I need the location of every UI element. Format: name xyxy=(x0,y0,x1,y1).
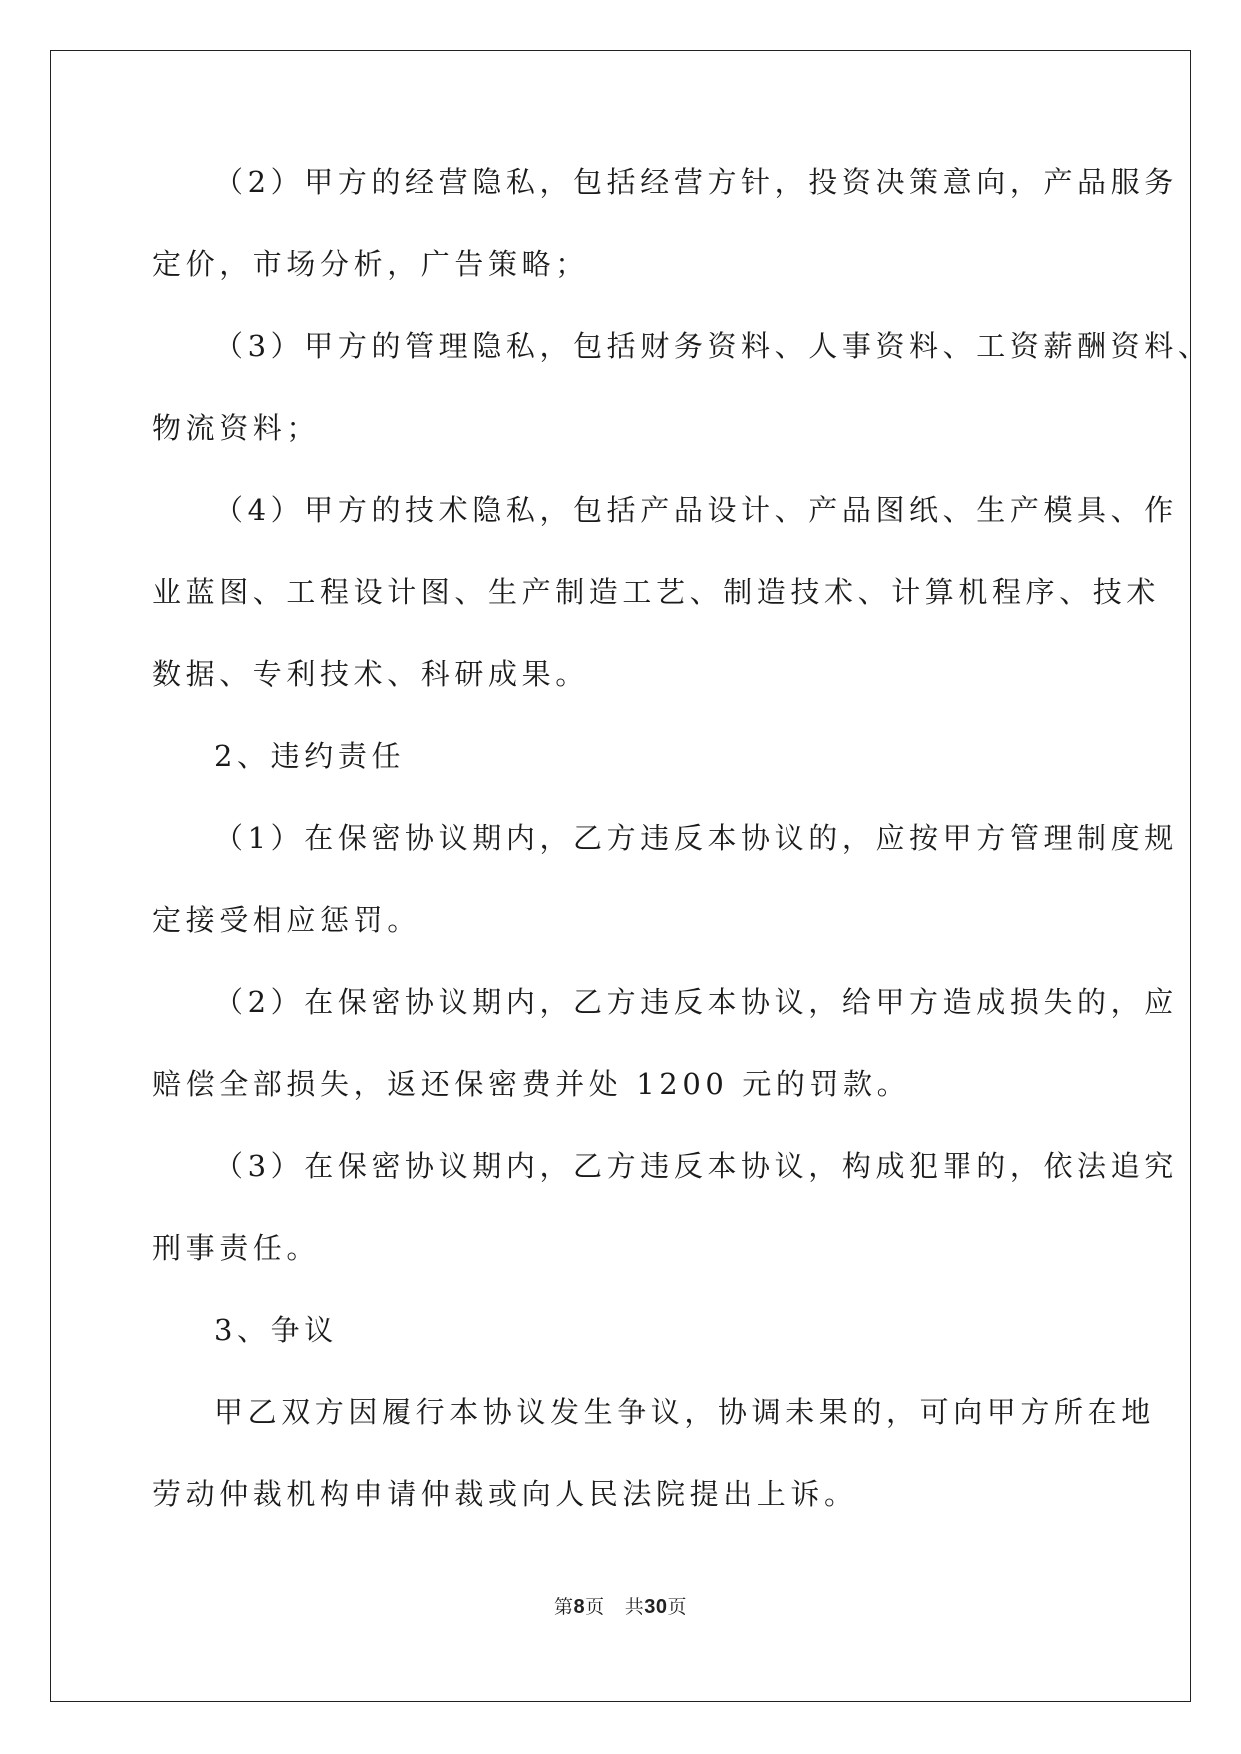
paragraph-line: 物流资料； xyxy=(152,411,321,445)
paragraph-line: 劳动仲裁机构申请仲裁或向人民法院提出上诉。 xyxy=(152,1477,858,1511)
paragraph-line: 刑事责任。 xyxy=(152,1231,321,1265)
section-heading: 2、违约责任 xyxy=(214,739,406,773)
page-number: 8 xyxy=(573,1596,586,1618)
page-suffix: 页 xyxy=(585,1596,605,1618)
total-suffix: 页 xyxy=(667,1596,687,1618)
document-body xyxy=(152,157,1212,1551)
paragraph-line: （4）甲方的技术隐私，包括产品设计、产品图纸、生产模具、作 xyxy=(214,493,1178,527)
section-heading: 3、争议 xyxy=(214,1313,338,1347)
paragraph-line: 业蓝图、工程设计图、生产制造工艺、制造技术、计算机程序、技术 xyxy=(152,575,1161,609)
paragraph-line: 定价，市场分析，广告策略； xyxy=(152,247,589,281)
total-pages: 30 xyxy=(644,1596,668,1618)
page-prefix: 第 xyxy=(554,1596,574,1618)
paragraph-line: 甲乙双方因履行本协议发生争议，协调未果的，可向甲方所在地 xyxy=(214,1395,1155,1429)
paragraph-line: （1）在保密协议期内，乙方违反本协议的，应按甲方管理制度规 xyxy=(214,821,1178,855)
paragraph-line: （2）在保密协议期内，乙方违反本协议，给甲方造成损失的，应 xyxy=(214,985,1178,1019)
total-prefix: 共 xyxy=(624,1596,645,1618)
page-footer xyxy=(0,1592,1241,1619)
paragraph-line: （2）甲方的经营隐私，包括经营方针，投资决策意向，产品服务 xyxy=(214,165,1178,199)
paragraph-line: （3）甲方的管理隐私，包括财务资料、人事资料、工资薪酬资料、 xyxy=(214,329,1212,363)
paragraph-line: 数据、专利技术、科研成果。 xyxy=(152,657,589,691)
paragraph-line: 赔偿全部损失，返还保密费并处 1200 元的罚款。 xyxy=(152,1067,911,1101)
paragraph-line: （3）在保密协议期内，乙方违反本协议，构成犯罪的，依法追究 xyxy=(214,1149,1178,1183)
paragraph-line: 定接受相应惩罚。 xyxy=(152,903,421,937)
